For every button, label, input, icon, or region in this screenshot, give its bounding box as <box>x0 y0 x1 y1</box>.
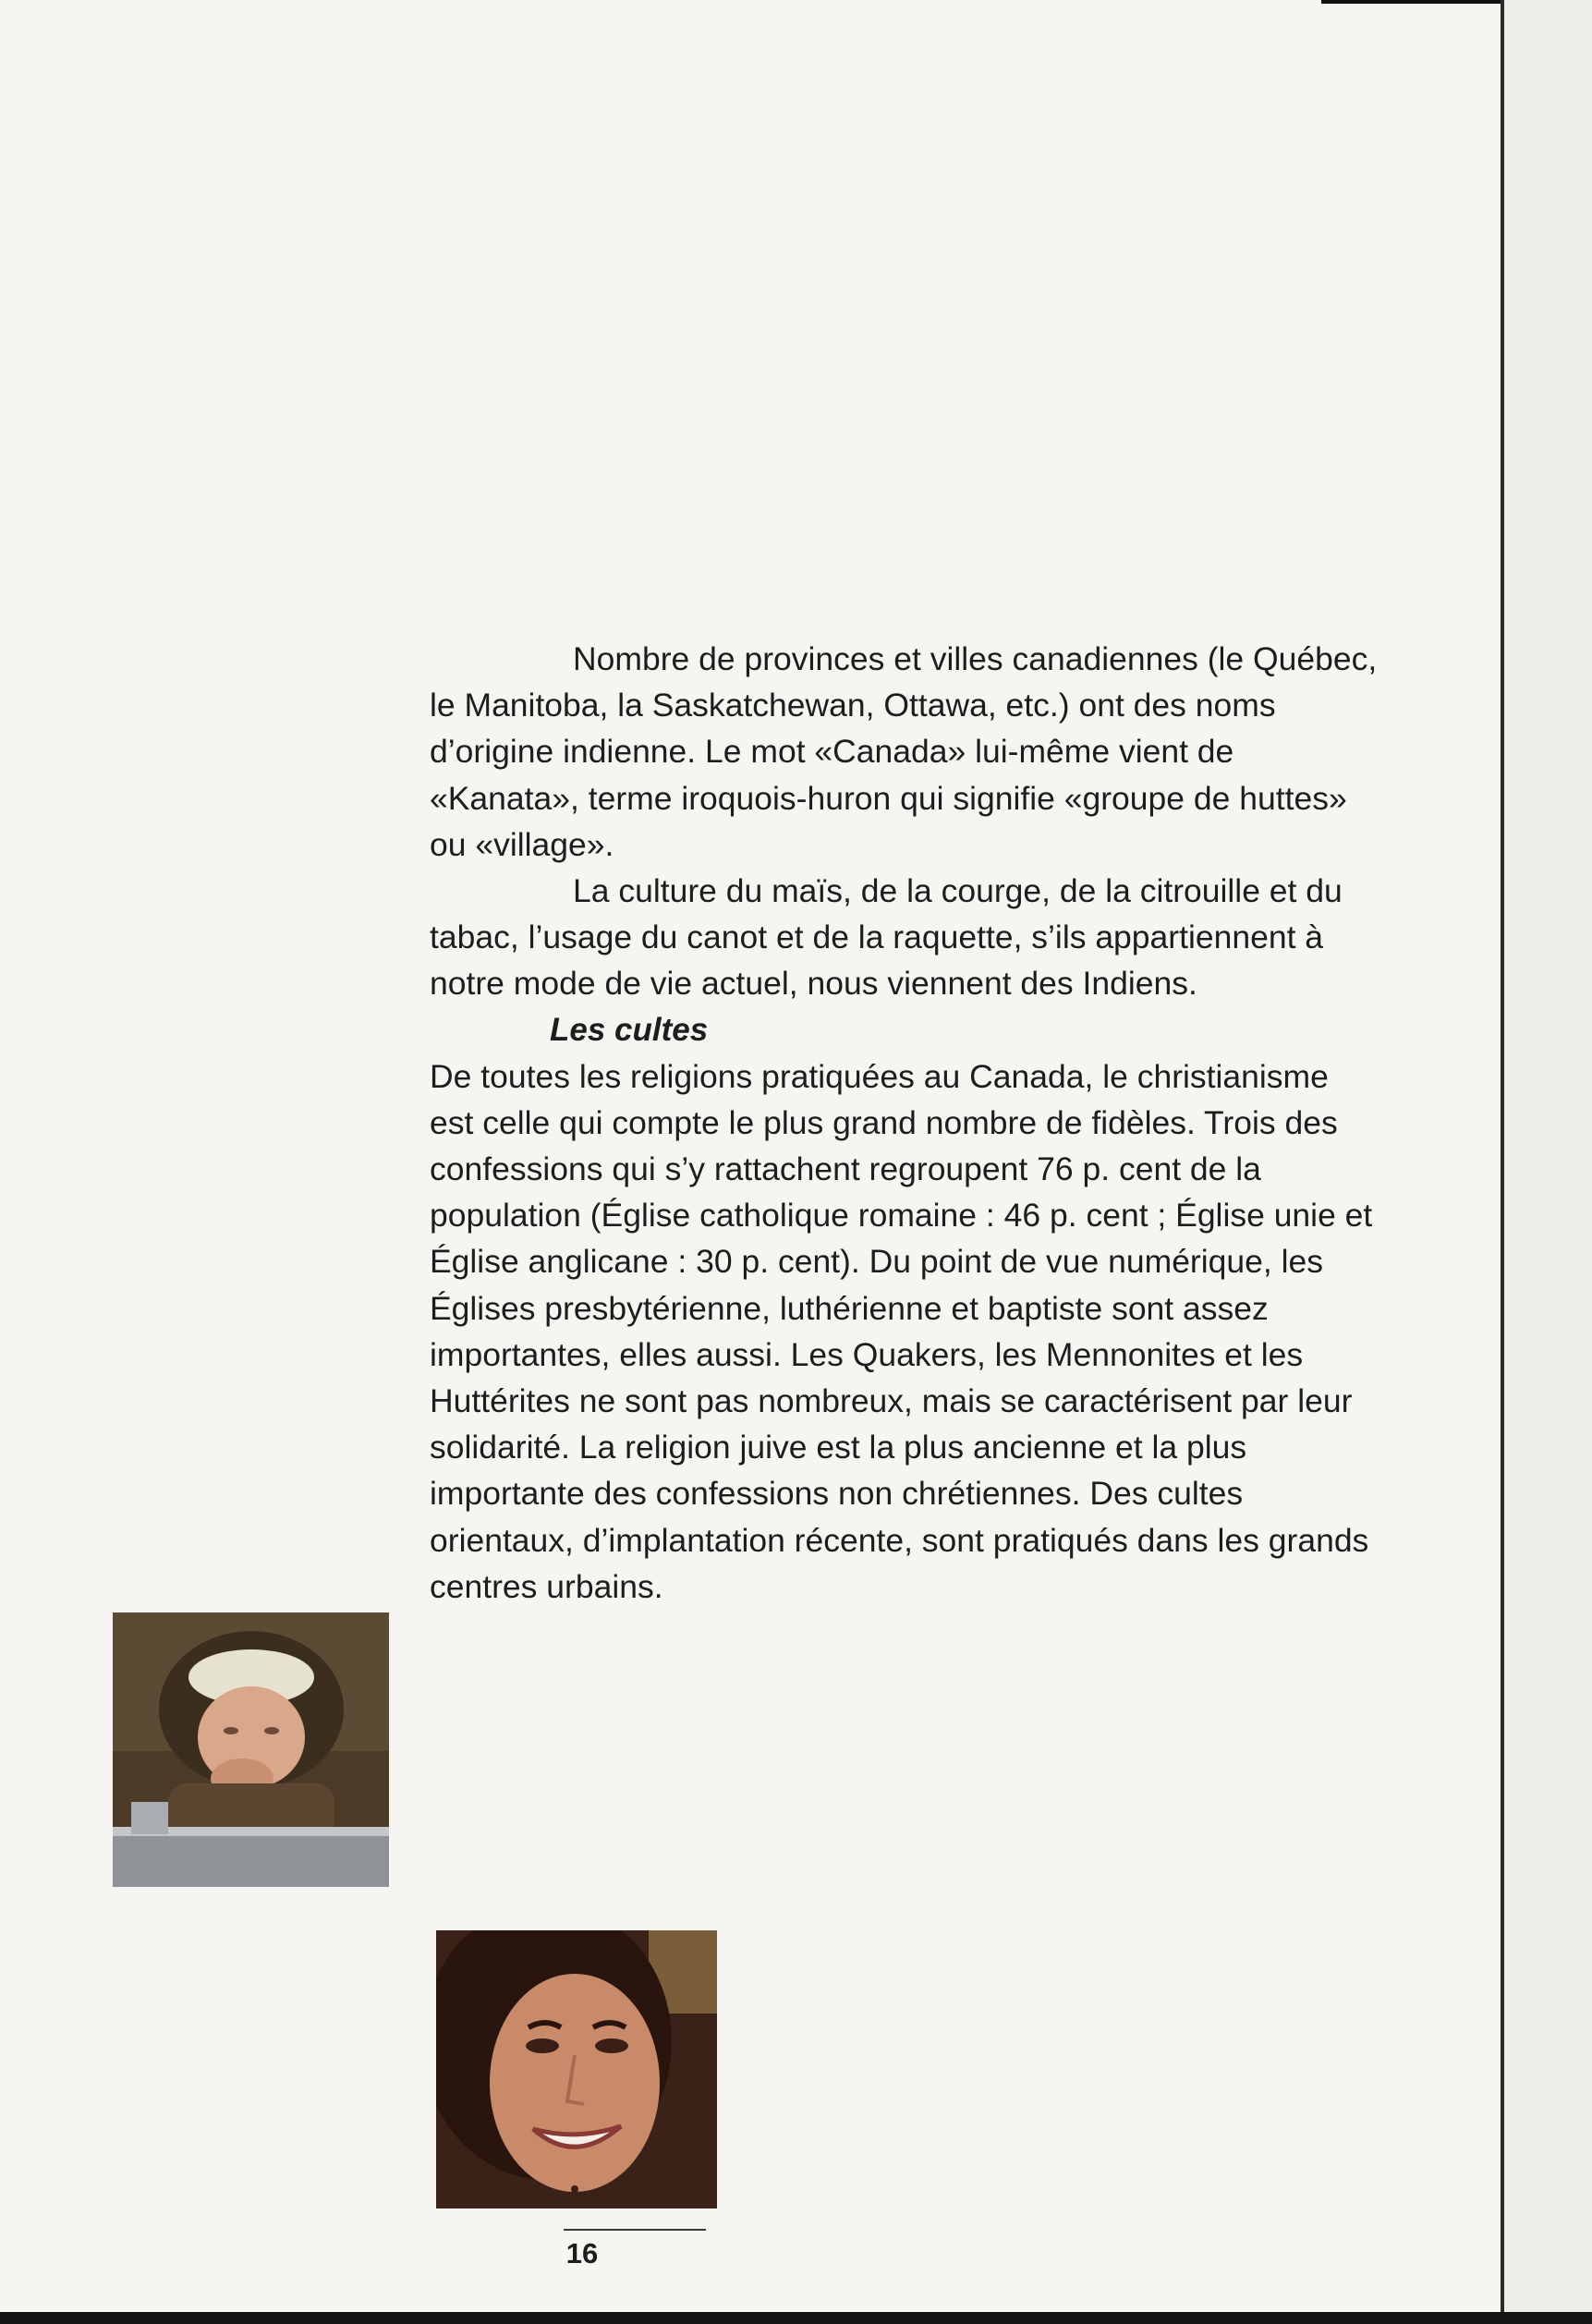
paragraph-place-names: Nombre de provinces et villes canadiennes (le Québec, le Manitoba, la Saskatchewan, Ottawa, etc.) ont des noms d’origine indienne. Le mot «Canada» lui-même vient de «Kanata», terme iroquois-huron qui signifie «groupe de huttes» ou «village». <box>430 640 1378 863</box>
photo-smiling-woman <box>436 1930 717 2208</box>
photo-woman-illustration <box>436 1930 717 2208</box>
photo-child-illustration <box>113 1612 389 1887</box>
bottom-edge-strip <box>0 2312 1592 2324</box>
page-number: 16 <box>565 2237 599 2269</box>
page-number-rule <box>564 2229 706 2231</box>
paragraph-cultes: De toutes les religions pratiquées au Canada, le christianisme est celle qui compte le plus grand nombre de fidèles. Trois des confessions qui s’y rattachent regroupent 76 p. cent de la population (Église catholique romaine : 46 p. cent ; Église unie et Église anglicane : 30 p. cent). Du point de vue numérique, les Églises presbytérienne, luthérienne et baptiste sont assez importantes, elles aussi. Les Quakers, les Mennonites et les Huttérites ne sont pas nombreux, mais se caractérisent par leur solidarité. La religion juive est la plus ancienne et la plus importante des confessions non chrétiennes. Des cultes orientaux, d’implantation récente, sont pratiqués dans les grands centres urbains. <box>430 1057 1373 1605</box>
photo-child-eating <box>113 1612 389 1887</box>
right-margin-strip <box>1504 0 1592 2324</box>
section-heading-cultes: Les cultes <box>550 1011 709 1048</box>
page-fold-edge <box>1501 0 1504 2324</box>
paragraph-indian-heritage: La culture du maïs, de la courge, de la citrouille et du tabac, l’usage du canot et de la raquette, s’ils appartiennent à notre mode de vie actuel, nous viennent des Indiens. <box>430 872 1343 1003</box>
text-column <box>430 636 1381 1610</box>
